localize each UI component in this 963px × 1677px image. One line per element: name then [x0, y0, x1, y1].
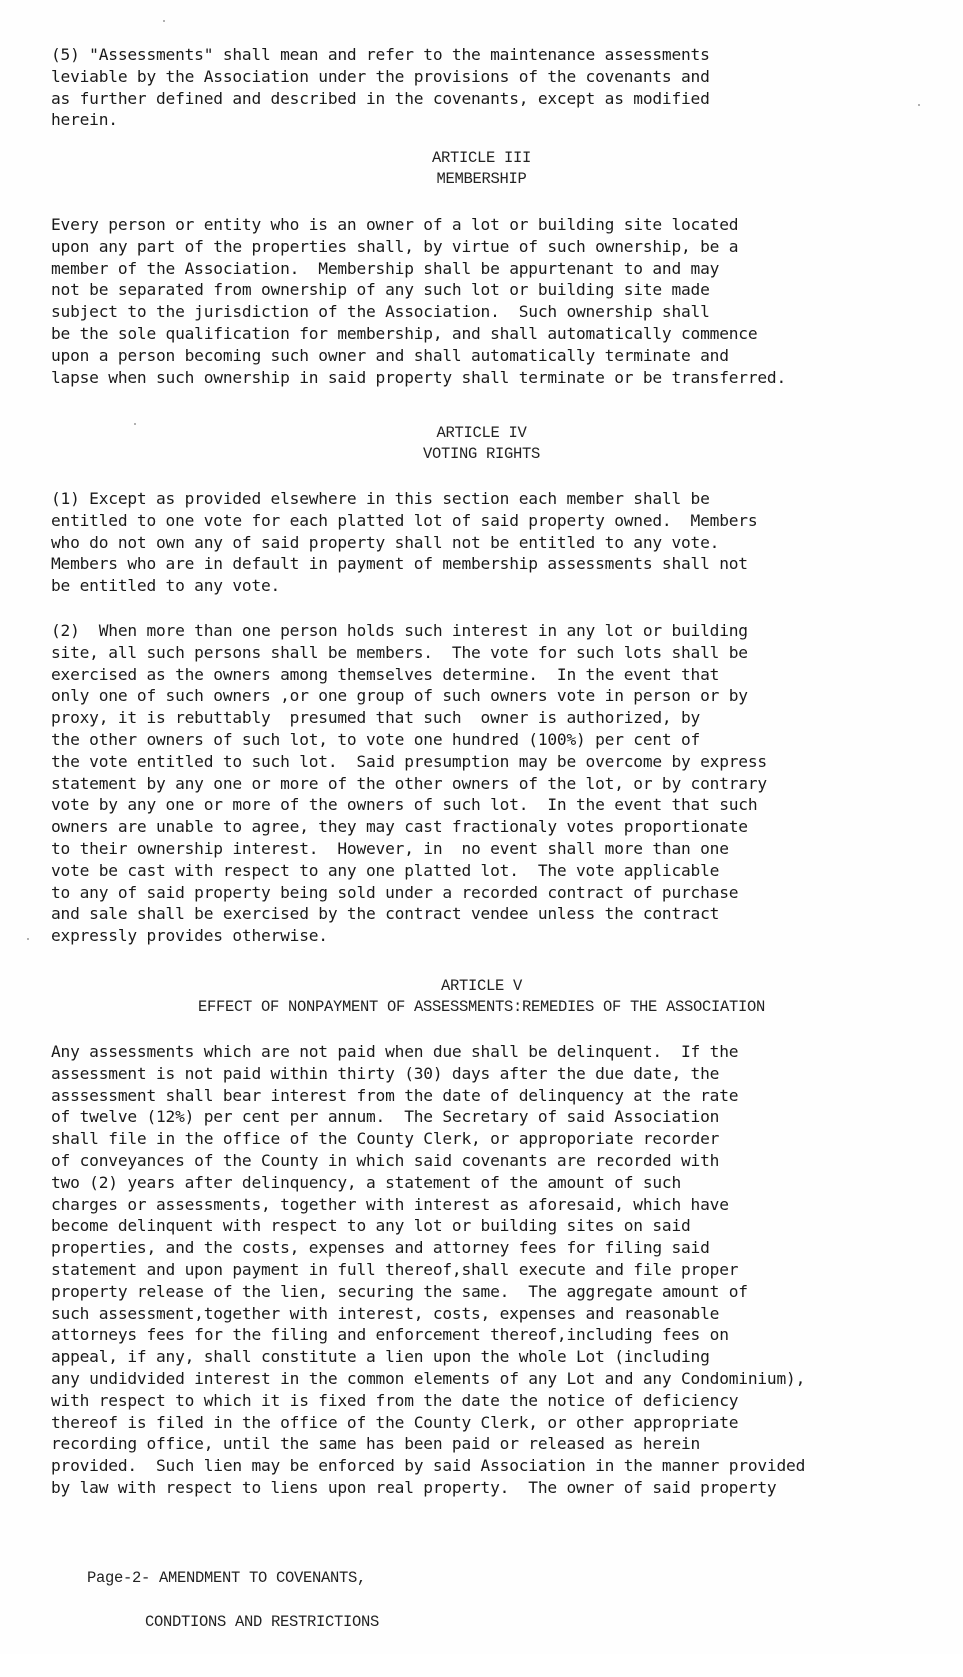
footer-line-2: CONDTIONS AND RESTRICTIONS — [145, 1613, 380, 1631]
article-5-heading — [0, 976, 963, 1018]
article-4-heading — [0, 423, 963, 465]
article-4-paragraph-2: (2) When more than one person holds such interest in any lot or building site, all such persons shall be members. The vote for such lots shall be exercised as the owners among themselves determine. In the event that only one of such owners ,or one group of such owners vote in person or by proxy, it is rebuttably presumed that such owner is authorized, by the other owners of such lot, to vote one hundred (100%) per cent of the vote entitled to such lot. Said presumption may be overcome by express statement by any one or more of the other owners of the lot, or by contrary vote by any one or more of the owners of such lot. In the event that such owners are unable to agree, they may cast fractionaly votes proportionate to their ownership interest. However, in no event shall more than one vote be cast with respect to any one platted lot. The vote applicable to any of said property being sold under a recorded contract of purchase and sale shall be exercised by the contract vendee unless the contract expressly provides otherwise. — [51, 621, 767, 946]
scan-speck — [163, 20, 165, 22]
scan-speck — [27, 938, 29, 940]
page-footer — [51, 1545, 379, 1677]
footer-line-1: Page-2- AMENDMENT TO COVENANTS, — [87, 1569, 367, 1587]
article-3-title: MEMBERSHIP — [436, 170, 527, 188]
article-3-number: ARTICLE III — [431, 149, 532, 167]
article-4-number: ARTICLE IV — [436, 424, 527, 442]
article-4-paragraph-1: (1) Except as provided elsewhere in this section each member shall be entitled to one vote for each platted lot of said property owned. Members who do not own any of said property shall not be entitled to any vote. Members who are in default in payment of membership assessments shall not be entitled to any vote. — [51, 489, 758, 596]
article-3-heading — [0, 148, 963, 190]
intro-paragraph: (5) "Assessments" shall mean and refer to the maintenance assessments leviable by the Association under the provisions of the covenants and as further defined and described in the covenants, except as modified herein. — [51, 45, 710, 130]
article-4-title: VOTING RIGHTS — [422, 445, 541, 463]
article-5-title: EFFECT OF NONPAYMENT OF ASSESSMENTS:REMEDIES OF THE ASSOCIATION — [197, 998, 766, 1016]
scan-speck — [134, 423, 136, 425]
article-5-number: ARTICLE V — [440, 977, 522, 995]
article-3-body: Every person or entity who is an owner of a lot or building site located upon any part of the properties shall, by virtue of such ownership, be a member of the Association. Membership shall be appurtenant to and may not be separated from ownership of any such lot or building site made subject to the jurisdiction of the Association. Such ownership shall be the sole qualification for membership, and shall automatically commence upon a person becoming such owner and shall automatically terminate and lapse when such ownership in said property shall terminate or be transferred. — [51, 215, 787, 387]
article-5-body: Any assessments which are not paid when due shall be delinquent. If the assessment is not paid within thirty (30) days after the due date, the asssessment shall bear interest from the date of delinquency at the rate of twelve (12%) per cent per annum. The Secretary of said Association shall file in the office of the County Clerk, or approporiate recorder of conveyances of the County in which said covenants are recorded with two (2) years after delinquency, a statement of the amount of such charges or assessments, together with interest as aforesaid, which have become delinquent with respect to any lot or building sites on said properties, and the costs, expenses and attorney fees for filing said statement and upon payment in full thereof,shall execute and file proper property release of the lien, securing the same. The aggregate amount of such assessment,together with interest, costs, expenses and reasonable attorneys fees for the filing and enforcement thereof,including fees on appeal, if any, shall constitute a lien upon the whole Lot (including any undidvided interest in the common elements of any Lot and any Condominium), with respect to which it is fixed from the date the notice of deficiency thereof is filed in the office of the County Clerk, or other appropriate recording office, until the same has been paid or released as herein provided. Such lien may be enforced by said Association in the manner provided by law with respect to liens upon real property. The owner of said property — [51, 1042, 806, 1497]
scan-speck — [918, 104, 920, 106]
